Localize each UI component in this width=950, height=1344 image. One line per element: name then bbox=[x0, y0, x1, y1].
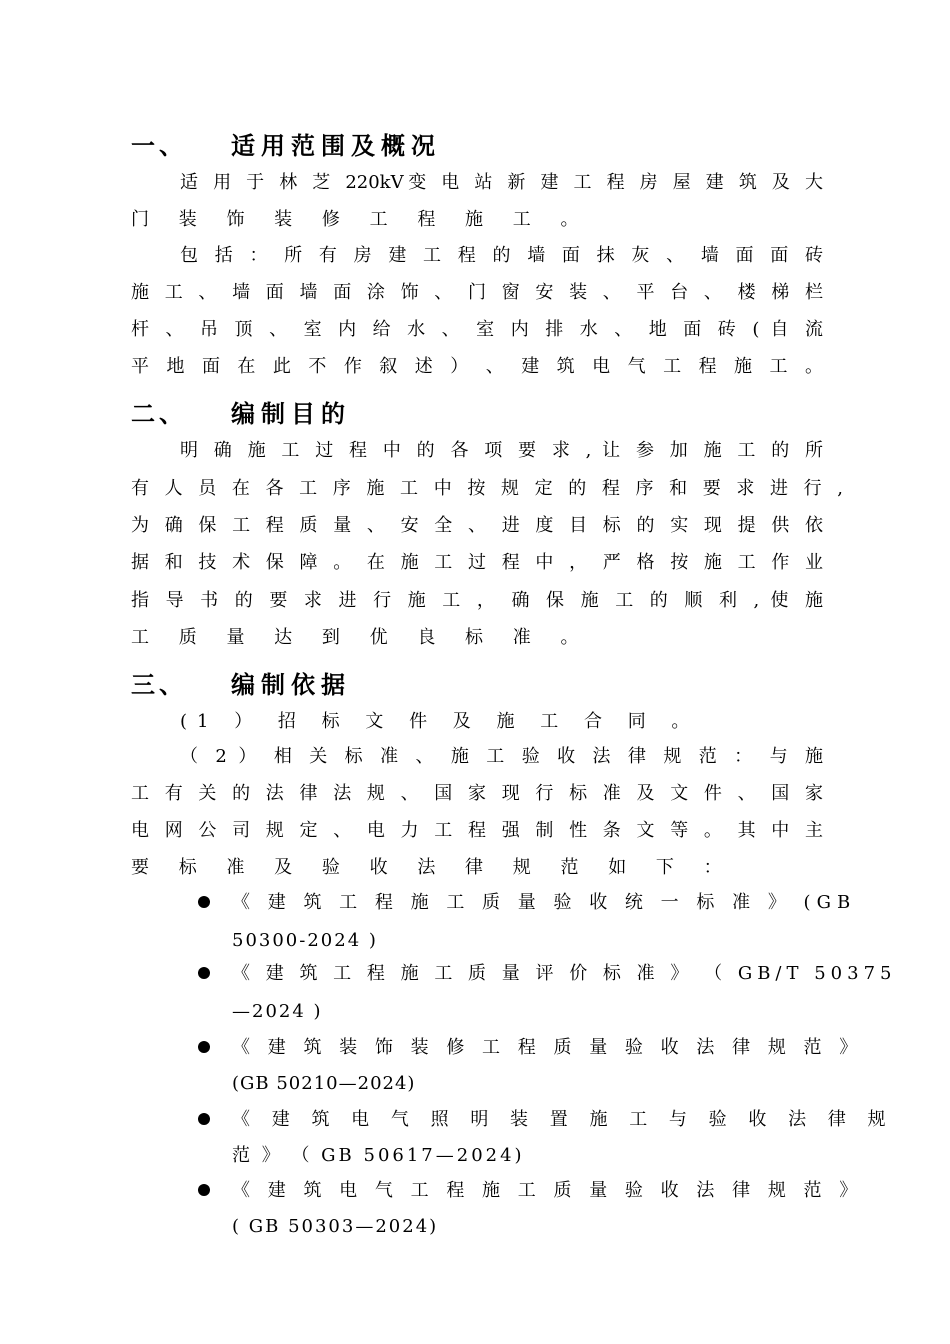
standard-item: 《 建 筑 工 程 施 工 质 量 验 收 统 一 标 准 》 (GB bbox=[232, 892, 857, 913]
bullet-icon bbox=[198, 967, 210, 979]
section-title: 编制目的 bbox=[231, 400, 351, 428]
paragraph-line: 为 确 保 工 程 质 量 、 安 全 、 进 度 目 标 的 实 现 提 供 依 bbox=[131, 515, 823, 536]
paragraph-line: 平 地 面 在 此 不 作 叙 述 ） 、 建 筑 电 气 工 程 施 工 。 bbox=[131, 356, 823, 377]
paragraph-line: 电 网 公 司 规 定 、 电 力 工 程 强 制 性 条 文 等 。 其 中 主 bbox=[131, 820, 823, 841]
paragraph-line: 据 和 技 术 保 障 。 在 施 工 过 程 中 ， 严 格 按 施 工 作 业 bbox=[131, 552, 823, 573]
paragraph-line: 工 质 量 达 到 优 良 标 准 。 bbox=[131, 627, 591, 648]
section-heading bbox=[131, 131, 441, 161]
paragraph-line: 适 用 于 林 芝 220kV变 电 站 新 建 工 程 房 屋 建 筑 及 大 bbox=[180, 172, 823, 193]
section-heading bbox=[131, 399, 351, 429]
paragraph-line: 有 人 员 在 各 工 序 施 工 中 按 规 定 的 程 序 和 要 求 进 行 , bbox=[131, 478, 843, 499]
paragraph-line: 杆 、 吊 顶 、 室 内 给 水 、 室 内 排 水 、 地 面 砖 ( 自 流 bbox=[131, 319, 823, 340]
standard-item: 《 建 筑 装 饰 装 修 工 程 质 量 验 收 法 律 规 范 》 bbox=[232, 1037, 864, 1058]
section-number: 三、 bbox=[131, 671, 187, 699]
section-title: 编制依据 bbox=[231, 671, 351, 699]
paragraph-line: 门 装 饰 装 修 工 程 施 工 。 bbox=[131, 209, 591, 230]
standard-item-code: 范 》 （ GB 50617—2024) bbox=[232, 1145, 525, 1166]
standard-item: 《 建 筑 工 程 施 工 质 量 评 价 标 准 》 （ GB/T 50375 bbox=[232, 963, 897, 984]
bullet-icon bbox=[198, 1113, 210, 1125]
paragraph-line: 要 标 准 及 验 收 法 律 规 范 如 下 ： bbox=[131, 857, 734, 878]
paragraph-line: 包 括 ： 所 有 房 建 工 程 的 墙 面 抹 灰 、 墙 面 面 砖 bbox=[180, 245, 823, 266]
standard-item-code: ( GB 50303—2024) bbox=[232, 1216, 439, 1237]
standard-item-code: (GB 50210—2024) bbox=[232, 1073, 416, 1094]
section-title: 适用范围及概况 bbox=[231, 132, 441, 160]
section-heading bbox=[131, 670, 351, 700]
standard-item-code: —2024 ) bbox=[232, 1001, 323, 1022]
bullet-icon bbox=[198, 896, 210, 908]
paragraph-line: 指 导 书 的 要 求 进 行 施 工 ， 确 保 施 工 的 顺 利 , 使 施 bbox=[131, 590, 823, 611]
section-number: 一、 bbox=[131, 132, 187, 160]
numbered-item: (1 ） 招 标 文 件 及 施 工 合 同 。 bbox=[180, 711, 700, 732]
paragraph-line: 工 有 关 的 法 律 法 规 、 国 家 现 行 标 准 及 文 件 、 国 家 bbox=[131, 783, 823, 804]
standard-item: 《 建 筑 电 气 工 程 施 工 质 量 验 收 法 律 规 范 》 bbox=[232, 1180, 864, 1201]
section-number: 二、 bbox=[131, 400, 187, 428]
bullet-icon bbox=[198, 1041, 210, 1053]
standard-item-code: 50300-2024 ) bbox=[232, 930, 378, 951]
bullet-icon bbox=[198, 1184, 210, 1196]
paragraph-line: 明 确 施 工 过 程 中 的 各 项 要 求 , 让 参 加 施 工 的 所 bbox=[180, 440, 823, 461]
paragraph-line: 施 工 、 墙 面 墙 面 涂 饰 、 门 窗 安 装 、 平 台 、 楼 梯 栏 bbox=[131, 282, 823, 303]
numbered-item: （ 2 ） 相 关 标 准 、 施 工 验 收 法 律 规 范 ： 与 施 bbox=[180, 746, 823, 767]
standard-item: 《 建 筑 电 气 照 明 装 置 施 工 与 验 收 法 律 规 bbox=[232, 1109, 894, 1130]
